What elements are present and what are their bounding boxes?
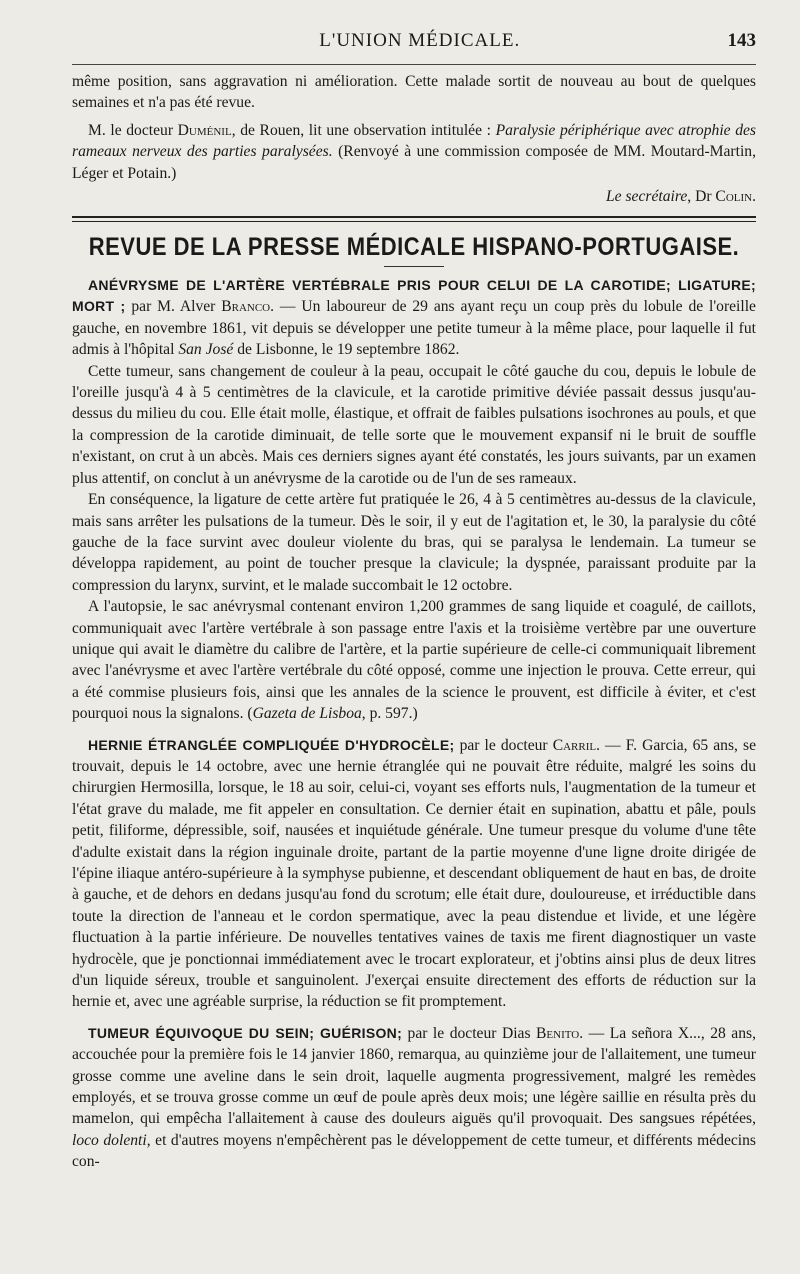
source-citation: Gazeta de Lisboa (252, 705, 362, 723)
article-3-rubric: TUMEUR ÉQUIVOQUE DU SEIN; GUÉRISON; (88, 1024, 403, 1041)
signature: Le secrétaire, Dr Colin. (606, 188, 756, 206)
title-rule (384, 266, 444, 267)
article-1-rubric: ANÉVRYSME DE L'ARTÈRE VERTÉBRALE PRIS POUR CELUI DE LA CAROTIDE; LIGATURE; MORT ; (72, 277, 756, 315)
observation-title: Paralysie périphérique avec atrophie des rameaux nerveux des parties paralysées. (72, 121, 756, 161)
article-2-rubric: HERNIE ÉTRANGLÉE COMPLIQUÉE D'HYDROCÈLE; (88, 736, 455, 753)
section-divider (72, 216, 756, 222)
page-number: 143 (727, 30, 756, 51)
intro-paragraph-1: même position, sans aggravation ni amélioration. Cette malade sortit de nouveau au bout de quelques semaines et n'a pas été revue. (72, 73, 756, 112)
article-2-paragraph-1: HERNIE ÉTRANGLÉE COMPLIQUÉE D'HYDROCÈLE; par le docteur Carril. — F. Garcia, 65 ans, se trouvait, depuis le 14 octobre, avec une hernie étranglée qui ne pouvait être réduite, malgré les soins du chirurgien Hermosilla, lorsque, le 18 au soir, celui-ci, voyant ses efforts nuls, l'augmentation de la tumeur et l'état grave du malade, me fit appeler en consultation. Ce dernier était en supination, abattu et pâle, pouls petit, filiforme, dépressible, soif, nausées et inquiétude générale. Une tumeur presque du volume d'une tête d'adulte existait dans la région inguinale droite, partant de la partie moyenne d'une ligne droite dirigée de l'épine iliaque antéro-supérieure à la symphyse pubienne, et descendant obliquement de haut en bas, de droite à gauche, et de dehors en dedans jusqu'au fond du scrotum; elle était dure, douloureuse, et irréductible dans toute la direction de l'anneau et le cordon spermatique, avec la peau distendue et livide, et une légère fluctuation à la partie inférieure. De nouvelles tentatives vaines de taxis me firent diagnostiquer un vaste hydrocèle, que je ponctionnai immédiatement avec le trocart explorateur, et j'obtins ainsi plus de deux litres d'un liquide séreux, trouble et sanguinolent. J'exerçai ensuite directement des efforts de réduction sur la hernie et, avec une agréable surprise, la réduction se fit promptement. (72, 736, 756, 1011)
journal-title: L'UNION MÉDICALE. (319, 30, 521, 51)
article-3-paragraph-1: TUMEUR ÉQUIVOQUE DU SEIN; GUÉRISON; par le docteur Dias Benito. — La señora X..., 28 ans, accouchée pour la première fois le 14 janvier 1860, remarqua, au quinzième jour de l'allaitement, une tumeur grosse comme une aveline dans le sein droit, laquelle augmenta progressivement, malgré les remèdes employés, et se trouva grosse comme un œuf de poule après deux mois; une légère saillie en résulta près du mamelon, qui empêcha l'allaitement à cause des douleurs aiguës qu'il provoquait. Des sangsues répétées, loco dolenti, et d'autres moyens n'empêchèrent pas le développement de cette tumeur, et différents médecins con- (72, 1024, 756, 1171)
article-1-paragraph-1: ANÉVRYSME DE L'ARTÈRE VERTÉBRALE PRIS POUR CELUI DE LA CAROTIDE; LIGATURE; MORT ; par M. Alver Branco. — Un laboureur de 29 ans ayant reçu un coup près du lobule de l'oreille gauche, en novembre 1861, vit depuis se développer une petite tumeur à la même place, pour laquelle il fut admis à l'hôpital San José de Lisbonne, le 19 septembre 1862. (72, 277, 756, 359)
article-1-paragraph-4: A l'autopsie, le sac anévrysmal contenant environ 1,200 grammes de sang liquide et coagulé, de caillots, communiquait avec l'artère vertébrale à son passage entre l'axis et la troisième vertèbre par une ouverture unique qui avait le diamètre du calibre de l'artère, et la partie supérieure de celle-ci communiquait librement avec l'anévrysme et avec l'artère vertébrale du côté opposé, comme une injection le prouva. Cette erreur, qui a été commise plusieurs fois, ainsi que les annales de la science le prouvent, est difficile à éviter, et c'est pourquoi nous la signalons. (Gazeta de Lisboa, p. 597.) (72, 598, 756, 723)
article-1-paragraph-3: En conséquence, la ligature de cette artère fut pratiquée le 26, 4 à 5 centimètres au-dessus de la clavicule, mais sans arrêter les pulsations de la tumeur. Dès le soir, il y eut de l'agitation et, le 30, la paralysie du côté gauche de la face survint avec douleur violente du bras, qui se paralysa le lendemain. La tumeur se développa rapidement, au point de toucher presque la clavicule; la dyspnée, paraissant produite par la compression du larynx, survint, et le malade succombait le 12 octobre. (72, 491, 756, 594)
author-name: Duménil (177, 121, 232, 139)
running-header (72, 30, 756, 65)
intro-paragraph-2: M. le docteur Duménil, de Rouen, lit une observation intitulée : Paralysie périphérique avec atrophie des rameaux nerveux des parties paralysées. (Renvoyé à une commission composée de MM. Moutard-Martin, Léger et Potain.) (72, 121, 756, 182)
section-title: REVUE DE LA PRESSE MÉDICALE HISPANO-PORTUGAISE. (88, 232, 740, 261)
article-1-paragraph-2: Cette tumeur, sans changement de couleur à la peau, occupait le côté gauche du cou, depuis le lobule de l'oreille jusqu'à 4 à 5 centimètres de la clavicule, et la carotide primitive déviée passait dessus jusqu'au-dessus du milieu du cou. Elle était molle, élastique, et offrait de faibles pulsations isochrones au pouls, et que la compression de la carotide diminuait, de telle sorte que le mouvement expansif ni le bruit de souffle n'existant, on crut à un abcès. Mais ces derniers signes ayant été constatés, les jours suivants, par un examen plus attentif, on conclut à un anévrysme de la carotide ou de l'un de ses rameaux. (72, 362, 756, 487)
